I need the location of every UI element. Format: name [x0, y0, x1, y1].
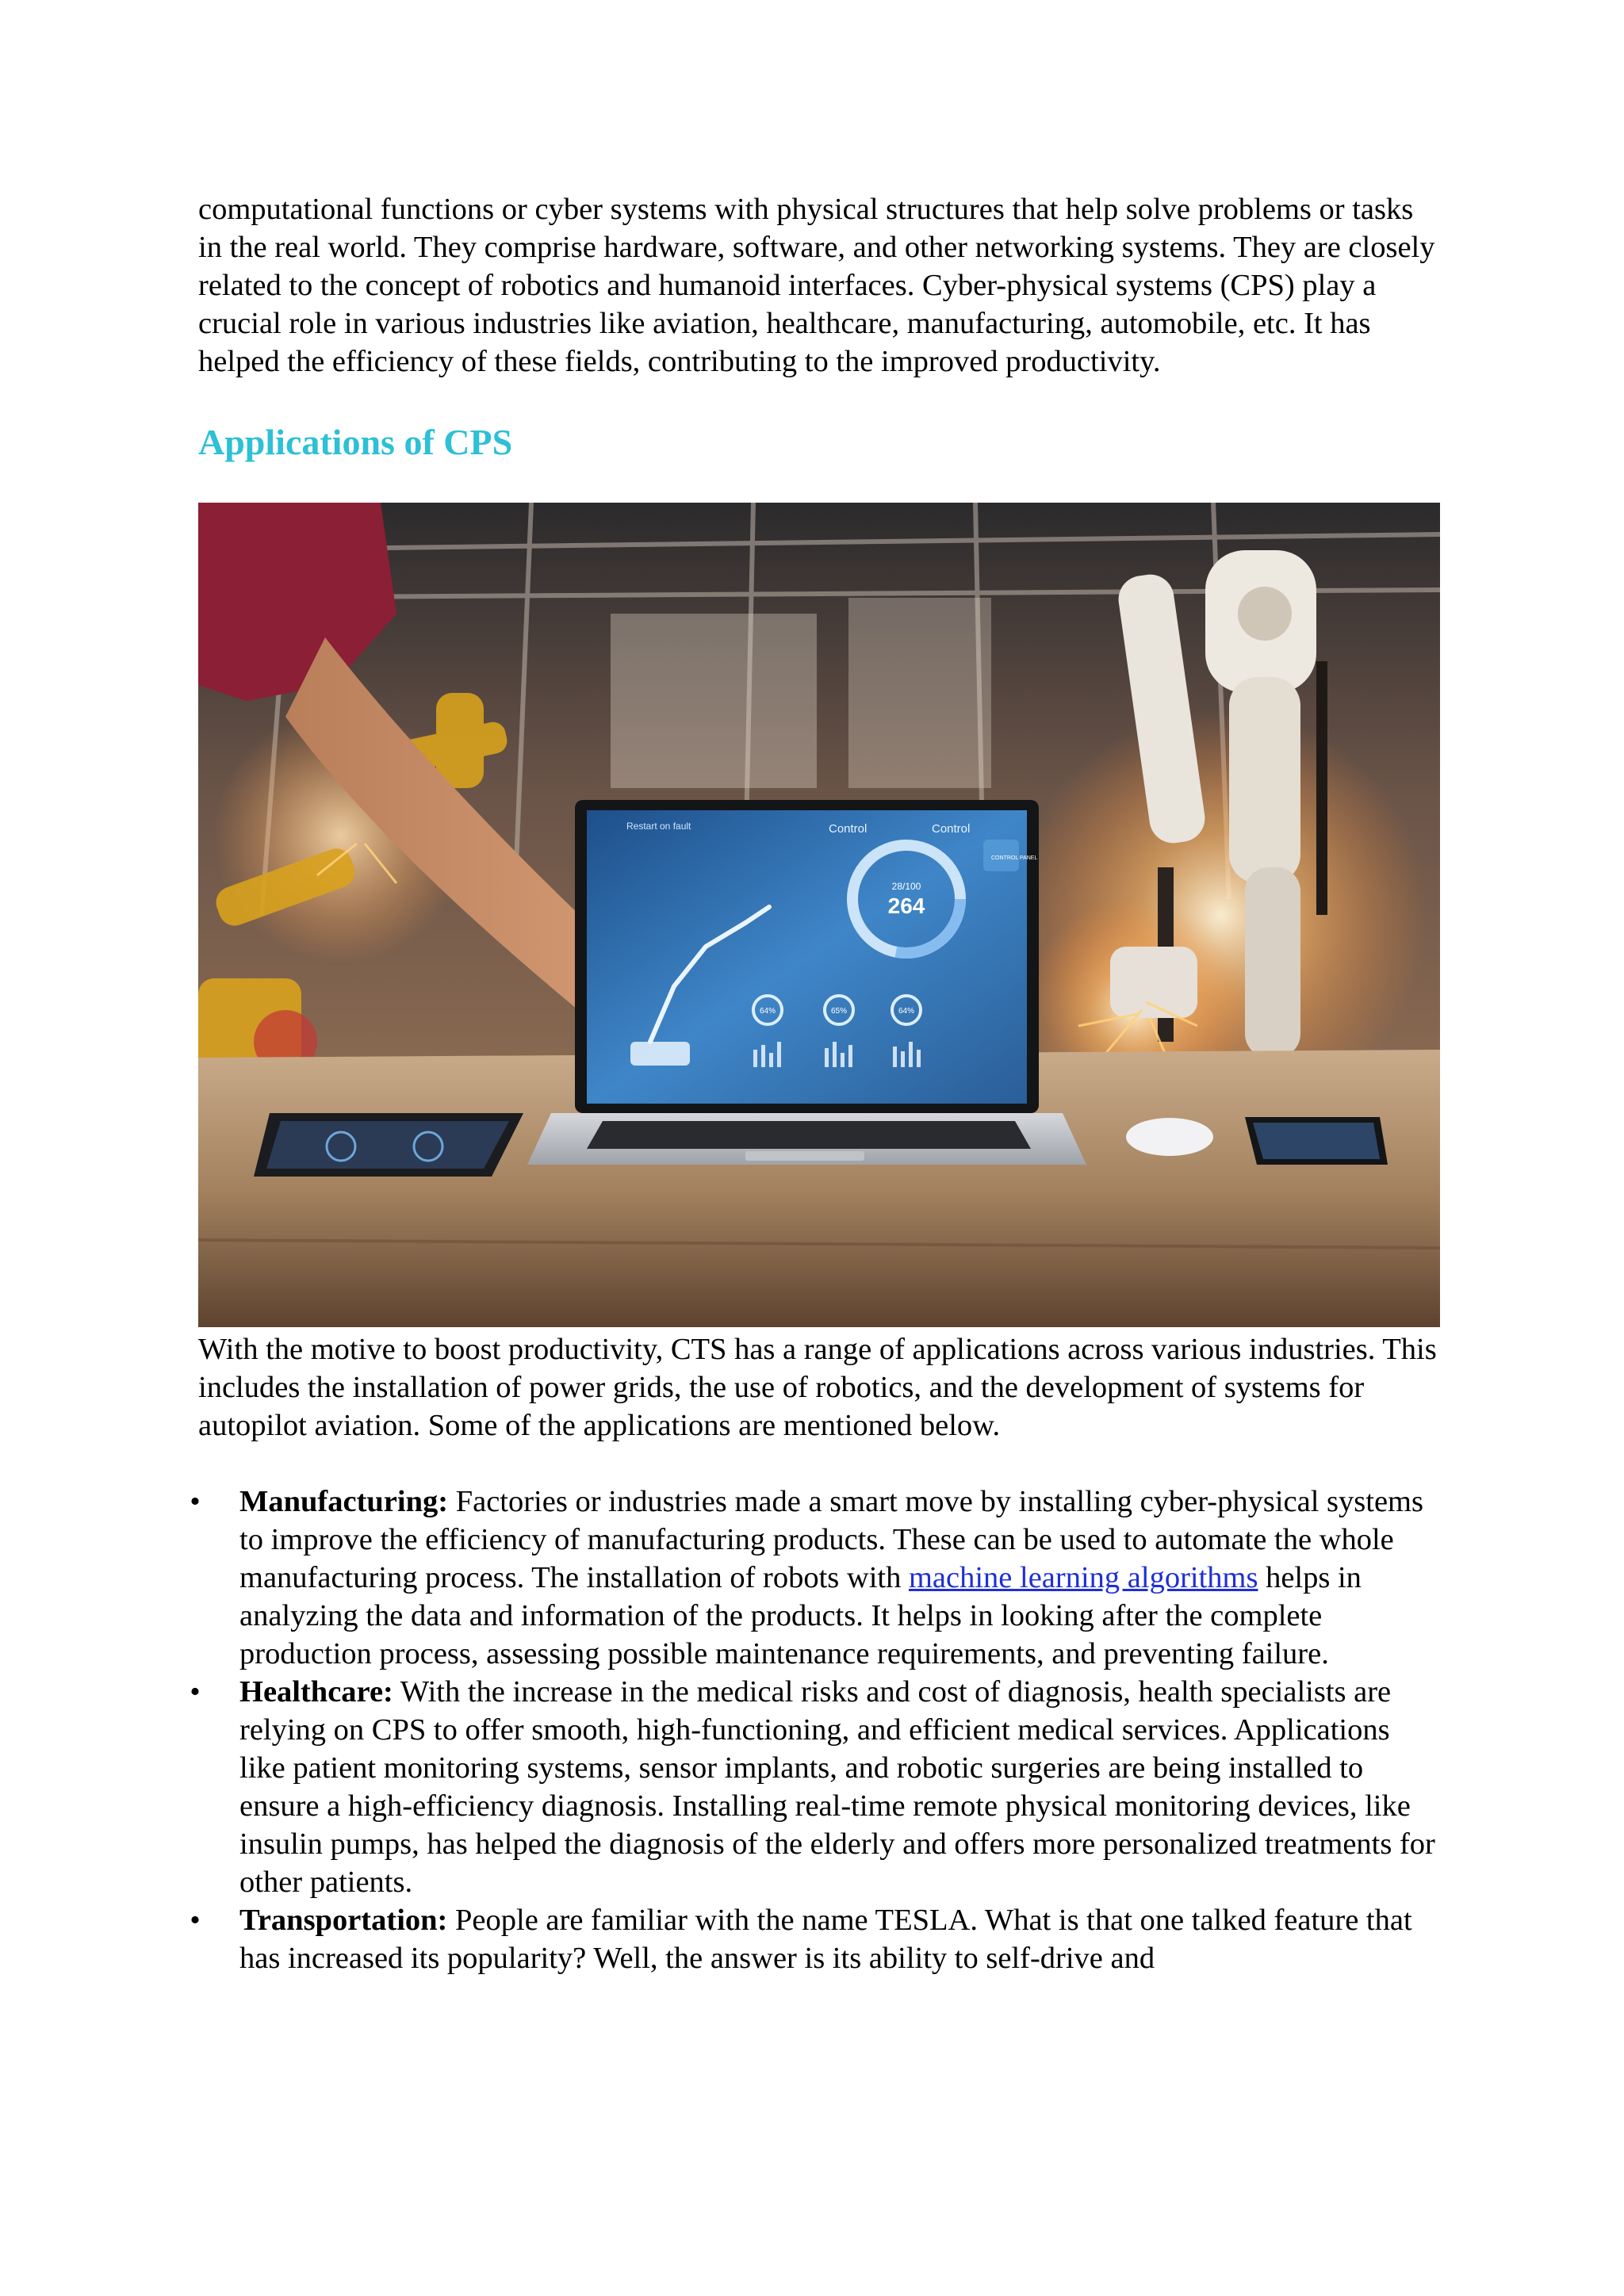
screen-dial-1: 64% — [759, 1007, 776, 1016]
term-healthcare: Healthcare: — [239, 1675, 393, 1709]
screen-control-label-right: Control — [932, 822, 971, 836]
screen-control-label-left: Control — [829, 822, 868, 836]
applications-intro-paragraph: With the motive to boost productivity, CTS has a range of applications across various industries. This includes the installation of power grids, the use of robotics, and the development of systems for autopilot aviation. Some of the applications are mentioned below. — [198, 1333, 1437, 1442]
section-heading: Applications of CPS — [198, 422, 513, 462]
bullet: • — [190, 1675, 201, 1709]
term-manufacturing: Manufacturing: — [239, 1485, 449, 1518]
list-item-healthcare — [190, 1673, 1440, 1901]
cps-factory-image — [198, 503, 1440, 1327]
screen-dial-2: 65% — [830, 1007, 848, 1016]
screen-gauge-small: 28/100 — [891, 881, 921, 892]
transportation-text: People are familiar with the name TESLA. What is that one talked feature that has increased its popularity? Well, the answer is its ability to self-drive and — [239, 1904, 1412, 1975]
intro-paragraph: computational functions or cyber systems with physical structures that help solve problems or tasks in the real world. They comprise hardware, software, and other networking systems. They are closely related to the concept of robotics and humanoid interfaces. Cyber-physical systems (CPS) play a crucial role in various industries like aviation, healthcare, manufacturing, automobile, etc. It has helped the efficiency of these fields, contributing to the improved productivity. — [198, 193, 1435, 378]
manufacturing-text-before-link: Factories or industries made a smart move by installing cyber-physical systems to improve the efficiency of manufacturing products. These can be used to automate the whole manufacturing process. The installation of robots with — [239, 1485, 1423, 1594]
screen-restart-label: Restart on fault — [626, 821, 691, 832]
list-item-transportation — [190, 1901, 1440, 1977]
screen-panel-label: CONTROL PANEL — [991, 855, 1038, 861]
applications-list — [190, 1483, 1440, 1977]
bullet: • — [190, 1485, 201, 1518]
screen-dial-3: 64% — [898, 1007, 915, 1016]
list-item-manufacturing — [190, 1483, 1440, 1673]
bullet: • — [190, 1904, 201, 1937]
term-transportation: Transportation: — [239, 1904, 448, 1937]
document-content — [190, 190, 1440, 1977]
screen-gauge-value: 264 — [887, 894, 925, 918]
machine-learning-algorithms-link[interactable]: machine learning algorithms — [908, 1561, 1258, 1594]
manufacturing-text-after-link: helps in analyzing the data and information of the products. It helps in looking after the complete production process, assessing possible maintenance requirements, and preventing failure. — [239, 1561, 1362, 1670]
healthcare-text: With the increase in the medical risks and cost of diagnosis, health specialists are relying on CPS to offer smooth, high-functioning, and efficient medical services. Applications like patient monitoring systems, sensor implants, and robotic surgeries are being installed to ensure a high-efficiency diagnosis. Installing real-time remote physical monitoring devices, like insulin pumps, has helped the diagnosis of the elderly and offers more personalized treatments for other patients. — [239, 1675, 1435, 1899]
